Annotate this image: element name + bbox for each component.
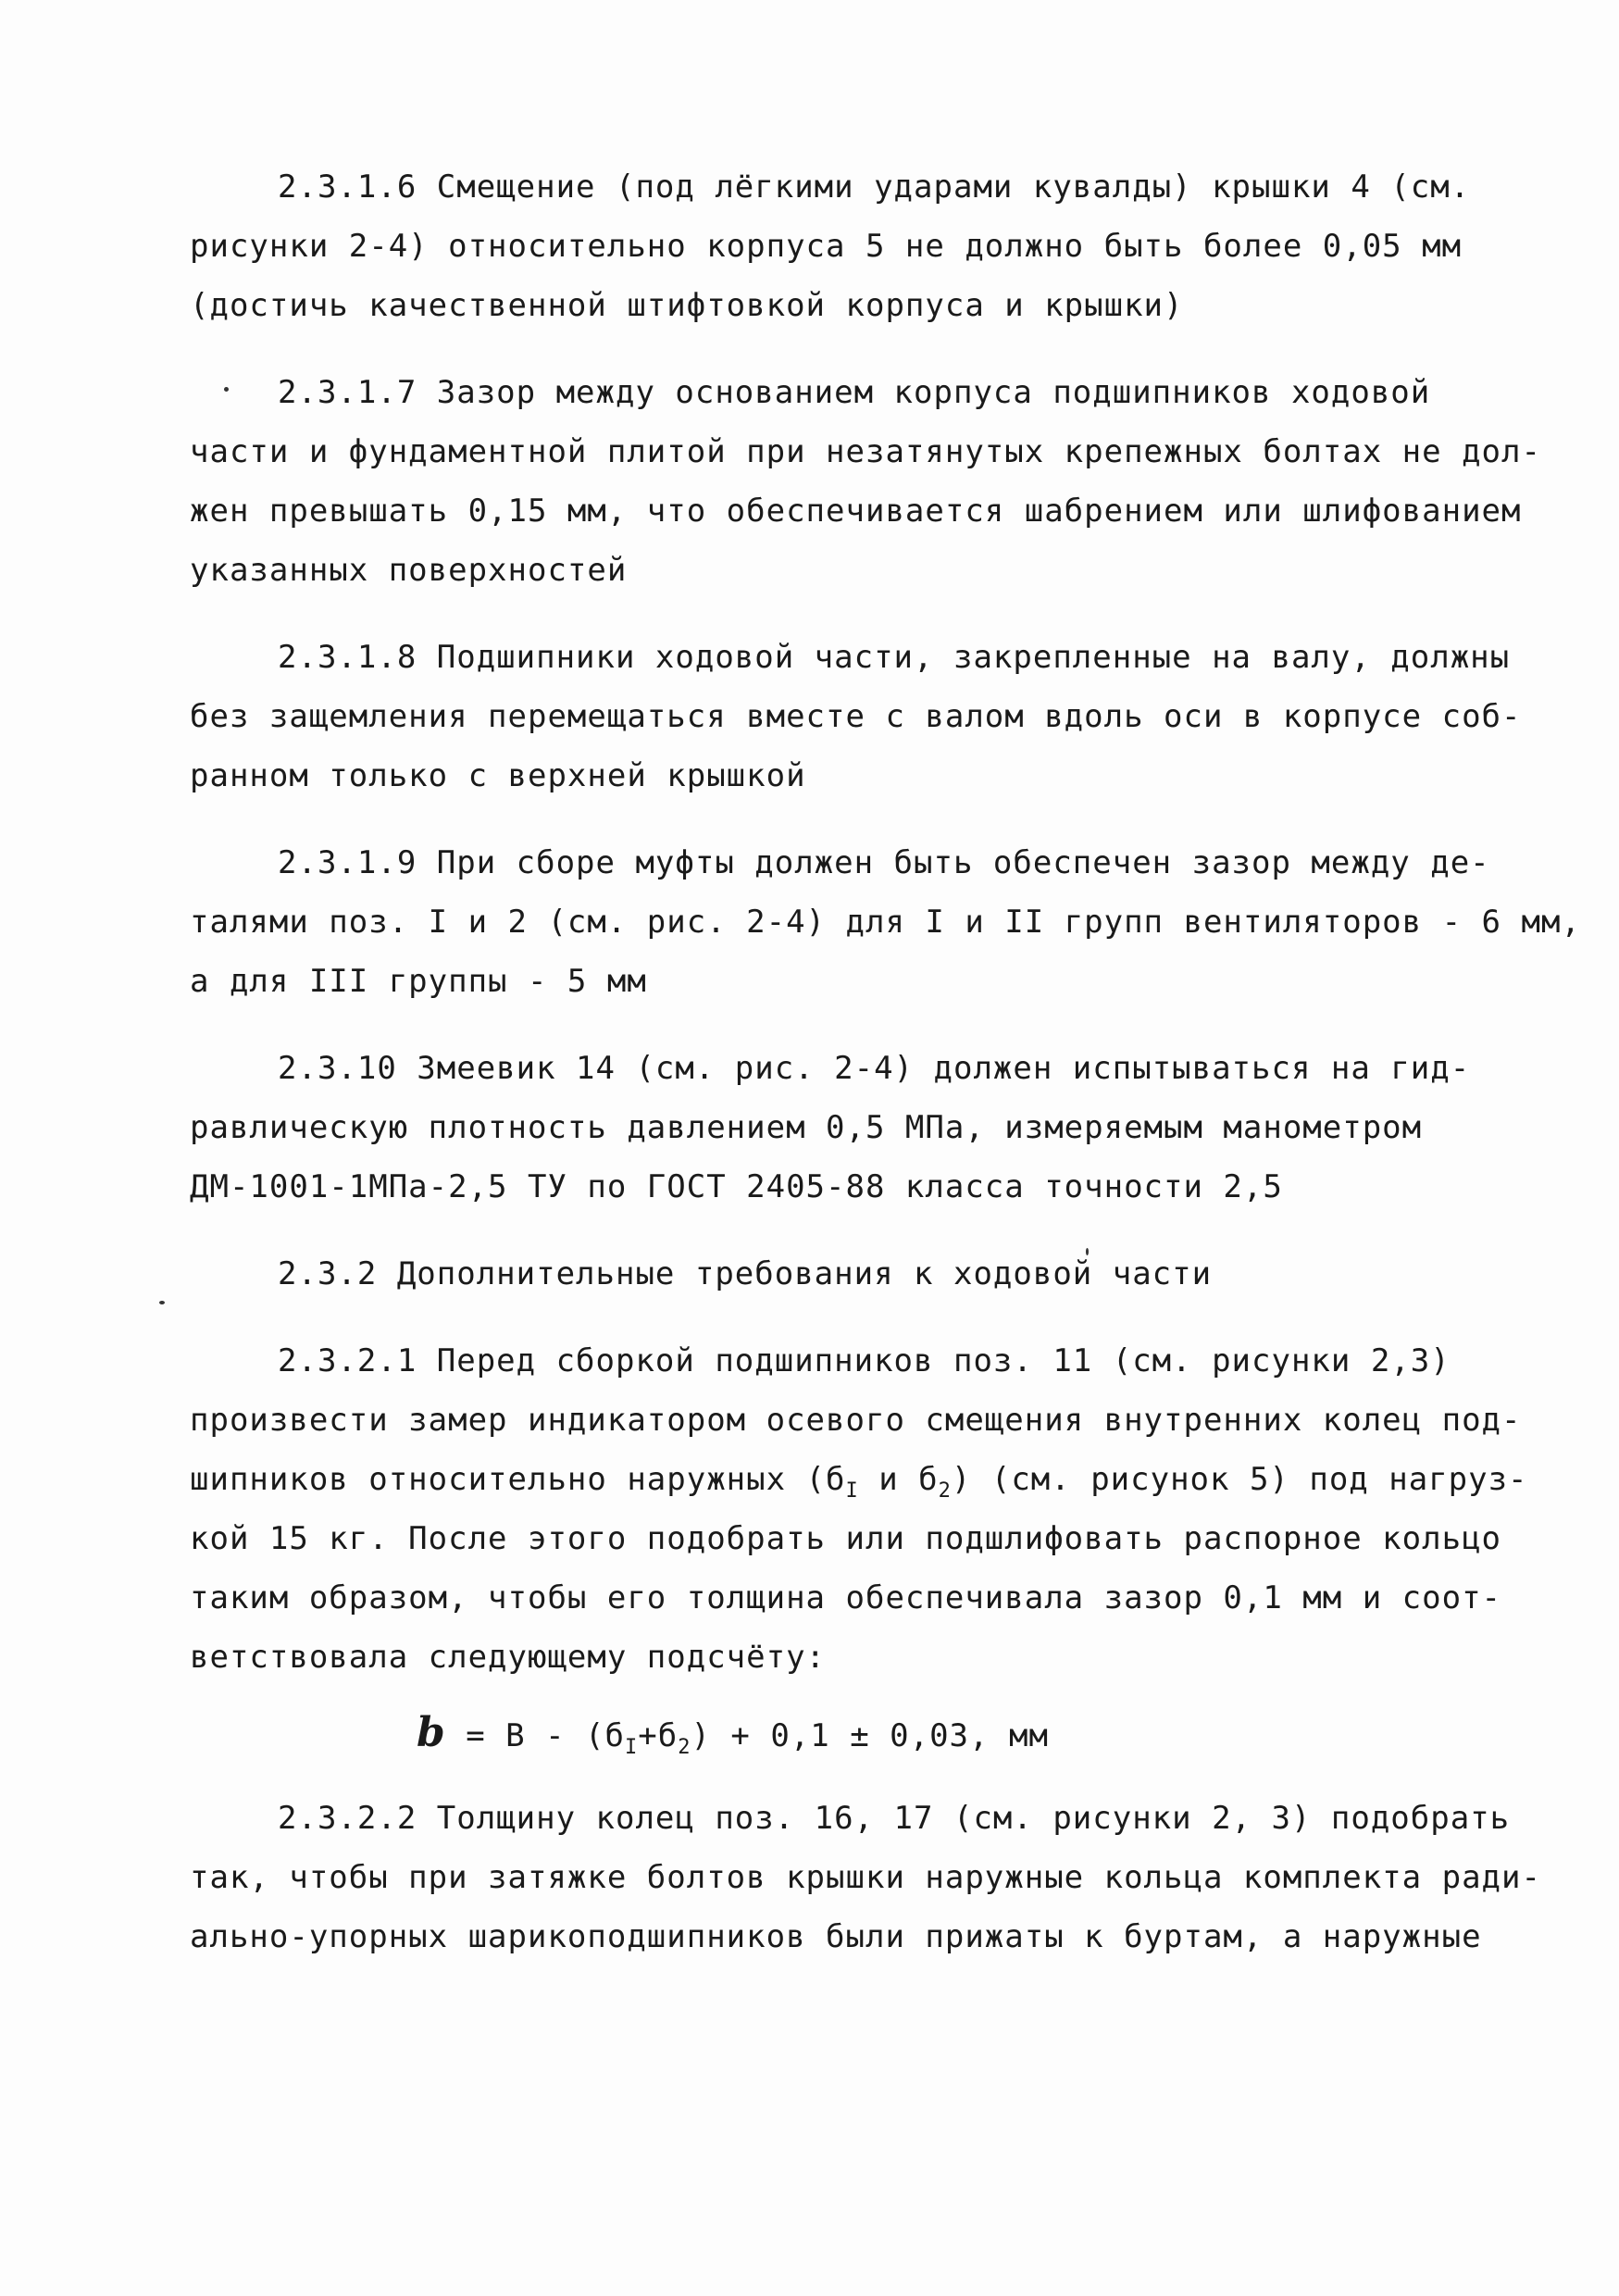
scan-speck [224, 387, 229, 392]
formula-fragment: ) + 0,1 ± 0,03, мм [691, 1717, 1049, 1754]
paragraph-2322 [190, 1789, 1541, 1966]
text-line: так, чтобы при затяжке болтов крышки наружные кольца комплекта ради- [190, 1859, 1541, 1896]
text-line: ально-упорных шарикоподшипников были прижаты к буртам, а наружные [190, 1918, 1482, 1955]
text-line: 2.3.1.6 Смещение (под лёгкими ударами кувалды) крышки 4 (см. [278, 168, 1471, 206]
text-line: ветствовала следующему подсчёту: [190, 1639, 827, 1676]
formula-line [190, 1696, 1439, 1770]
text-line: 2.3.1.8 Подшипники ходовой части, закрепленные на валу, должны [278, 639, 1511, 676]
text-line: 2.3.1.7 Зазор между основанием корпуса подшипников ходовой [278, 374, 1431, 411]
formula-fragment: = B - (б [445, 1717, 625, 1754]
scan-speck [159, 1301, 165, 1304]
text-line: произвести замер индикатором осевого смещения внутренних колец под- [190, 1402, 1522, 1439]
text-line-with-subscripts [190, 1450, 1528, 1509]
subscript: 2 [938, 1479, 952, 1503]
text-line: таким образом, чтобы его толщина обеспечивала зазор 0,1 мм и соот- [190, 1579, 1502, 1616]
text-line: кой 15 кг. После этого подобрать или подшлифовать распорное кольцо [190, 1520, 1502, 1557]
text-line: (достичь качественной штифтовкой корпуса и крышки) [190, 287, 1184, 324]
paragraph-2317 [190, 363, 1541, 600]
scan-speck [1086, 1248, 1089, 1255]
text-line: а для III группы - 5 мм [190, 963, 647, 1000]
text-line: 2.3.2.2 Толщину колец поз. 16, 17 (см. рисунки 2, 3) подобрать [278, 1800, 1511, 1837]
text-fragment: ) (см. рисунок 5) под нагруз- [951, 1461, 1528, 1498]
text-line: 2.3.10 Змеевик 14 (см. рис. 2-4) должен испытываться на гид- [278, 1050, 1471, 1087]
section-heading-232 [190, 1244, 1439, 1304]
formula-symbol: b [417, 1709, 446, 1756]
paragraph-2316 [190, 157, 1471, 335]
text-line: без защемления перемещаться вместе с валом вдоль оси в корпусе соб- [190, 698, 1522, 735]
paragraph-2319 [190, 833, 1581, 1011]
text-line: указанных поверхностей [190, 552, 628, 589]
formula-fragment: +б [638, 1717, 679, 1754]
text-line: ДМ-1001-1МПа-2,5 ТУ по ГОСТ 2405-88 класса точности 2,5 [190, 1168, 1283, 1205]
section-heading: 2.3.2 Дополнительные требования к ходовой части [278, 1255, 1213, 1292]
subscript: I [625, 1736, 639, 1759]
document-body [190, 157, 1581, 1994]
paragraph-2310 [190, 1039, 1471, 1217]
text-line: равлическую плотность давлением 0,5 МПа, измеряемым манометром [190, 1109, 1423, 1146]
text-line: части и фундаментной плитой при незатянутых крепежных болтах не дол- [190, 433, 1541, 470]
subscript: 2 [678, 1736, 691, 1759]
text-line: талями поз. I и 2 (см. рис. 2-4) для I и II групп вентиляторов - 6 мм, [190, 904, 1581, 941]
text-line: рисунки 2-4) относительно корпуса 5 не должно быть более 0,05 мм [190, 228, 1463, 265]
text-fragment: и б [858, 1461, 939, 1498]
text-line: жен превышать 0,15 мм, что обеспечивается шабрением или шлифованием [190, 493, 1522, 530]
text-fragment: шипников относительно наружных (б [190, 1461, 846, 1498]
text-line: 2.3.1.9 При сборе муфты должен быть обеспечен зазор между де- [278, 844, 1490, 881]
text-line: 2.3.2.1 Перед сборкой подшипников поз. 11 (см. рисунки 2,3) [278, 1342, 1451, 1379]
paragraph-2321 [190, 1331, 1528, 1687]
formula-block [190, 1696, 1439, 1770]
subscript: I [845, 1479, 859, 1503]
text-line: ранном только с верхней крышкой [190, 757, 806, 794]
paragraph-2318 [190, 628, 1522, 805]
